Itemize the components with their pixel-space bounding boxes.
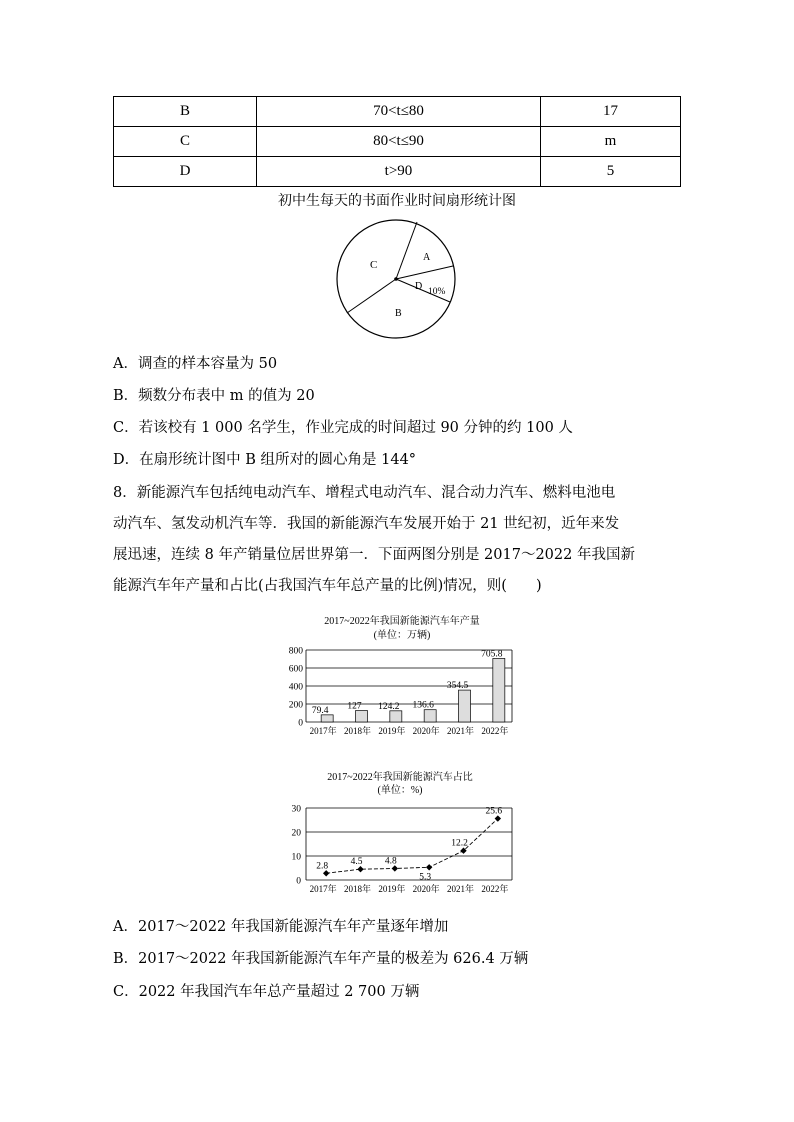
pie-chart-title: 初中生每天的书面作业时间扇形统计图 [278,193,516,209]
data-value-label: 2.8 [316,861,329,872]
table-cell-count: m [541,127,681,157]
bar-value-label: 127 [347,701,362,712]
data-value-label: 25.6 [485,806,503,817]
bar-value-label: 79.4 [311,705,329,716]
table-cell-group: D [114,157,257,187]
pie-label-a: A [423,252,431,263]
x-tick-label: 2019年 [378,884,406,894]
pie-label-b: B [395,308,402,319]
bar [390,711,402,722]
x-tick-label: 2019年 [378,726,406,736]
x-tick-label: 2017年 [309,884,337,894]
bar-value-label: 354.5 [446,681,469,692]
bar-chart [280,612,520,744]
x-tick-label: 2017年 [309,726,337,736]
x-tick-label: 2018年 [343,726,372,736]
data-value-label: 4.8 [384,856,397,867]
data-value-label: 5.3 [419,872,432,883]
pie-label-percent: 10% [428,287,446,297]
y-tick-label: 800 [288,646,303,657]
table-row [114,127,681,157]
line-chart [280,768,520,896]
pie-divider [396,266,453,279]
x-tick-label: 2021年 [446,726,475,736]
y-tick-label: 400 [288,682,303,693]
table-cell-range: t>90 [257,157,541,187]
q8-line-4: 能源汽车年产量和占比(占我国汽车年总产量的比例)情况，则( ) [113,578,542,594]
bar [424,710,436,722]
pie-center [394,277,398,281]
bar-value-label: 124.2 [378,701,400,712]
table-cell-count: 5 [541,157,681,187]
data-point [426,864,432,870]
x-tick-label: 2022年 [481,884,509,894]
x-tick-label: 2020年 [412,726,440,736]
bar [321,715,333,722]
data-value-label: 4.5 [350,857,363,868]
q7-option-b: B．频数分布表中 m 的值为 20 [113,388,315,404]
pie-chart [330,218,465,343]
table-cell-group: B [114,97,257,127]
table-cell-range: 80<t≤90 [257,127,541,157]
y-tick-label: 600 [288,664,303,675]
table-row [114,97,681,127]
x-tick-label: 2022年 [481,726,509,736]
bar [356,711,368,722]
x-tick-label: 2020年 [412,884,440,894]
y-tick-label: 200 [288,700,303,711]
y-tick-label: 10 [291,852,301,863]
table-cell-group: C [114,127,257,157]
pie-label-c: C [370,259,378,271]
q7-option-a: A．调查的样本容量为 50 [113,356,278,372]
q8-option-a: A．2017～2022 年我国新能源汽车年产量逐年增加 [113,919,449,935]
y-tick-label: 0 [298,718,303,729]
table-cell-count: 17 [541,97,681,127]
bar-value-label: 705.8 [481,649,503,660]
y-tick-label: 20 [291,828,301,839]
line-chart-subtitle: (单位：%) [377,785,423,796]
y-tick-label: 0 [296,876,301,887]
bar-value-label: 136.6 [412,700,434,711]
bar [493,658,505,722]
q7-option-c: C．若该校有 1 000 名学生，作业完成的时间超过 90 分钟的约 100 人 [113,420,573,436]
q8-line-3: 展迅速，连续 8 年产销量位居世界第一．下面两图分别是 2017～2022 年我国新 [113,547,635,563]
q8-option-b: B．2017～2022 年我国新能源汽车年产量的极差为 626.4 万辆 [113,951,529,967]
pie-divider [396,222,417,279]
pie-label-d: D [415,281,423,292]
bar [459,690,471,722]
frequency-table [113,96,681,187]
table-row [114,157,681,187]
line-chart-title: 2017~2022年我国新能源汽车占比 [327,772,473,783]
bar-chart-title: 2017~2022年我国新能源汽车年产量 [324,616,480,627]
q8-option-c: C．2022 年我国汽车年总产量超过 2 700 万辆 [113,984,420,1000]
q8-line-2: 动汽车、氢发动机汽车等．我国的新能源汽车发展开始于 21 世纪初，近年来发 [113,516,620,532]
x-tick-label: 2021年 [446,884,475,894]
bar-chart-subtitle: (单位：万辆) [373,630,431,641]
data-value-label: 12.2 [451,838,468,849]
q7-option-d: D．在扇形统计图中 B 组所对的圆心角是 144° [113,452,417,468]
q8-line-1: 8．新能源汽车包括纯电动汽车、增程式电动汽车、混合动力汽车、燃料电池电 [113,485,616,501]
pie-divider [347,279,396,313]
x-tick-label: 2018年 [343,884,372,894]
table-cell-range: 70<t≤80 [257,97,541,127]
y-tick-label: 30 [291,804,301,815]
